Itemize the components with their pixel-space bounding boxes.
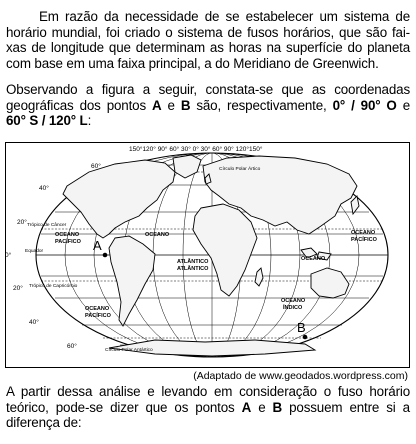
point-a-label: A <box>152 97 162 113</box>
observe-line-2 <box>6 98 410 114</box>
figure-caption: (Adaptado de www.geodados.wordpress.com) <box>193 370 408 382</box>
conclusion-point-b: B <box>272 399 283 415</box>
world-map-figure <box>5 142 410 368</box>
antarctic-circle-label: Círculo Polar Antártico <box>105 348 153 353</box>
conclusion-paragraph <box>6 384 410 431</box>
conclusion-line-1: A partir dessa análise e levando em consideração o fuso horário <box>6 384 410 399</box>
intro-line-3: xas de longitude que determinam as horas na superfície do planeta <box>6 40 410 56</box>
intro-line-1: Em razão da necessidade de se estabelecer um sistema de <box>39 9 410 24</box>
intro-line-4: com base em uma faixa principal, a do Meridiano de Greenwich. <box>6 55 379 71</box>
point-b-marker <box>303 335 308 340</box>
coord-b: 60° S / 120° L <box>6 113 88 129</box>
ocean-label-pacific-e2: PACÍFICO <box>351 237 377 243</box>
conclusion-line-2 <box>6 400 410 416</box>
ocean-label-pacific-w2: PACÍFICO <box>55 239 81 245</box>
point-a-marker <box>103 253 108 258</box>
lat-label-20n: 20° <box>17 219 27 226</box>
conclusion-and: e <box>251 399 273 415</box>
conclusion-text: teórico, pode-se dizer que os pontos <box>6 399 242 415</box>
tropic-capricorn-label: Trópico de Capricórnio <box>29 284 78 289</box>
map-point-b: B <box>297 320 306 335</box>
colon: : <box>87 113 92 129</box>
ocean-label-atlantic-n: OCEANO <box>145 232 170 238</box>
ocean-label-indian2: ÍNDICO <box>283 305 303 311</box>
lat-label-0: 0° <box>5 252 12 259</box>
ocean-label-indian: OCEANO <box>281 298 306 304</box>
ocean-label-pacific-s: OCEANO <box>85 306 110 312</box>
map-point-a: A <box>93 238 102 253</box>
intro-line-2: horário mundial, foi criado o sistema de fusos horários, que são fai- <box>6 24 410 40</box>
lat-label-40s: 40° <box>29 319 39 326</box>
ocean-label-mid2: ATLÂNTICO <box>177 259 209 265</box>
equator-label: Equador <box>25 249 44 254</box>
observe-line-1: Observando a figura a seguir, constata-se que as coordenadas <box>6 82 410 97</box>
longitude-scale: 150°120° 90° 60° 30° 0° 30° 60° 90° 120°150° <box>129 146 263 153</box>
ocean-label-pacific-w: OCEANO <box>55 232 80 238</box>
observe-end: e <box>396 97 410 113</box>
lat-label-60s: 60° <box>67 343 77 350</box>
tropic-cancer-label: Trópico de Câncer <box>27 223 67 228</box>
intro-paragraph <box>6 9 410 71</box>
ocean-label-pacific-s2: PACÍFICO <box>85 313 111 319</box>
conclusion-text-2: possuem entre si a <box>282 399 410 415</box>
lat-label-60n: 60° <box>91 163 101 170</box>
point-b-label: B <box>180 97 191 113</box>
conclusion-point-a: A <box>241 399 252 415</box>
observe-paragraph <box>6 82 410 129</box>
world-map-svg <box>5 142 410 368</box>
coord-a: 0° / 90° O <box>332 97 397 113</box>
ocean-label-mid: OCEANO <box>301 256 326 262</box>
lat-label-40n: 40° <box>39 185 49 192</box>
observe-text: geográficas dos pontos <box>6 97 152 113</box>
ocean-label-atlantic: ATLÂNTICO <box>177 266 209 272</box>
conclusion-line-3: diferença de: <box>6 415 82 431</box>
and-text: e <box>161 97 181 113</box>
ocean-label-pacific-e: OCEANO <box>351 230 376 236</box>
observe-line-3 <box>6 113 410 129</box>
arctic-circle-label: Círculo Polar Ártico <box>219 167 261 172</box>
lat-label-20s: 20° <box>13 285 23 292</box>
observe-text-2: são, respectivamente, <box>190 97 333 113</box>
